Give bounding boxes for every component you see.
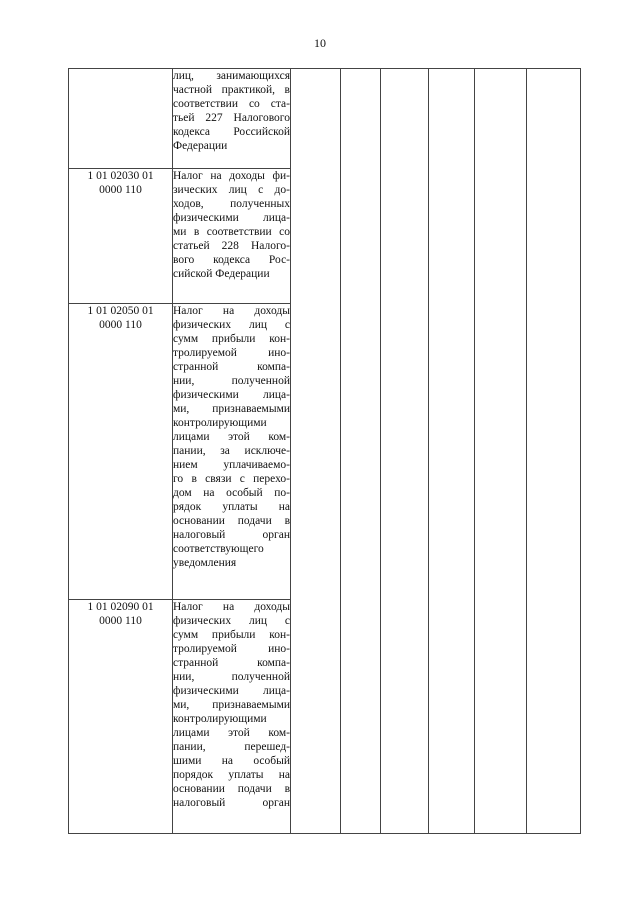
description-line: налоговый орган (173, 529, 290, 541)
kbk-code-line: 1 01 02090 01 (87, 601, 154, 613)
kbk-code-line: 0000 110 (99, 319, 142, 331)
description-line: ми, признаваемыми (173, 699, 290, 711)
value-cell (381, 69, 429, 834)
kbk-code-cell (69, 304, 173, 600)
description-line: физическими лица- (173, 389, 290, 401)
description-line: физических лиц с (173, 615, 290, 627)
description-line: сийской Федерации (173, 268, 270, 280)
description-line: основании подачи в (173, 783, 290, 795)
kbk-code-line: 1 01 02030 01 (87, 170, 154, 182)
description-line: физических лиц с (173, 319, 290, 331)
description-line: лиц, занимающихся (173, 70, 290, 82)
description-line: лицами этой ком- (173, 431, 290, 443)
description-line: кодекса Российской (173, 126, 290, 138)
description-line: физическими лица- (173, 685, 290, 697)
description-line: Налог на доходы фи- (173, 170, 290, 182)
description-line: ходов, полученных (173, 198, 290, 210)
value-cell (291, 69, 341, 834)
description-line: зических лиц с до- (173, 184, 290, 196)
description-line: ми, признаваемыми (173, 403, 290, 415)
description-line: основании подачи в (173, 515, 290, 527)
description-line: странной компа- (173, 361, 290, 373)
value-cell (527, 69, 581, 834)
description-line: физическими лица- (173, 212, 290, 224)
description-line: нии, полученной (173, 375, 290, 387)
description-line: сумм прибыли кон- (173, 629, 290, 641)
kbk-code-cell (69, 169, 173, 304)
description-line: шими на особый (173, 755, 290, 767)
description-line: статьей 228 Налого- (173, 240, 290, 252)
description-line: контролирующими (173, 713, 267, 725)
kbk-code-line: 1 01 02050 01 (87, 305, 154, 317)
description-cell (173, 169, 291, 304)
description-line: пании, перешед- (173, 741, 290, 753)
description-line: тролируемой ино- (173, 643, 290, 655)
description-line: пании, за исключе- (173, 445, 290, 457)
description-line: сумм прибыли кон- (173, 333, 290, 345)
description-cell (173, 304, 291, 600)
kbk-code-line: 0000 110 (99, 184, 142, 196)
description-line: частной практикой, в (173, 84, 290, 96)
description-line: контролирующими (173, 417, 267, 429)
description-line: Налог на доходы (173, 601, 290, 613)
description-line: дом на особый по- (173, 487, 290, 499)
description-line: нием уплачиваемо- (173, 459, 290, 471)
description-cell (173, 600, 291, 834)
description-line: нии, полученной (173, 671, 290, 683)
budget-classification-table (68, 68, 581, 834)
description-line: Федерации (173, 140, 228, 152)
description-line: тролируемой ино- (173, 347, 290, 359)
page-number: 10 (314, 36, 326, 50)
description-line: ми в соответствии со (173, 226, 290, 238)
kbk-code-line: 0000 110 (99, 615, 142, 627)
kbk-code-cell (69, 69, 173, 169)
value-cell (475, 69, 527, 834)
description-line: порядок уплаты на (173, 769, 290, 781)
value-cell (429, 69, 475, 834)
description-line: го в связи с перехо- (173, 473, 290, 485)
description-line: Налог на доходы (173, 305, 290, 317)
table-row (69, 69, 581, 169)
kbk-code-cell (69, 600, 173, 834)
description-line: налоговый орган (173, 797, 290, 809)
value-cell (341, 69, 381, 834)
description-line: рядок уплаты на (173, 501, 290, 513)
description-line: странной компа- (173, 657, 290, 669)
description-line: тьей 227 Налогового (173, 112, 290, 124)
description-line: соответствии со ста- (173, 98, 290, 110)
description-line: соответствующего (173, 543, 264, 555)
description-line: вого кодекса Рос- (173, 254, 290, 266)
description-cell (173, 69, 291, 169)
description-line: лицами этой ком- (173, 727, 290, 739)
description-line: уведомления (173, 557, 237, 569)
